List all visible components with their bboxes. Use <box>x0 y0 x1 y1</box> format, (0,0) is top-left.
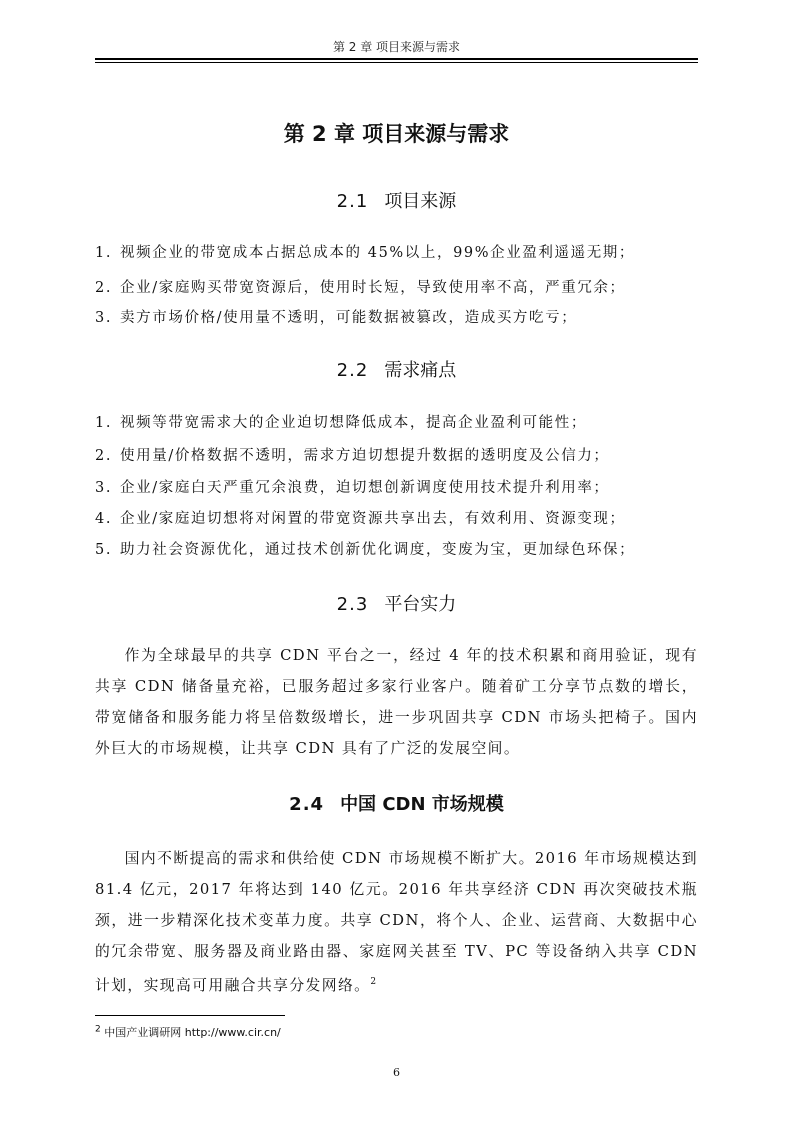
section-heading-2-1 <box>95 187 698 213</box>
footnote-rule <box>95 1015 285 1016</box>
header-rule <box>95 58 698 60</box>
list-item: 1. 视频企业的带宽成本占据总成本的 45%以上，99%企业盈利遥遥无期； <box>95 245 636 261</box>
section-title: 需求痛点 <box>384 360 457 381</box>
footnote-marker: 2 <box>95 1024 101 1035</box>
body-paragraph <box>95 640 698 764</box>
chapter-title: 第 2 章 项目来源与需求 <box>283 122 510 146</box>
page-number: 6 <box>393 1066 400 1079</box>
running-header: 第 2 章 项目来源与需求 <box>332 40 461 54</box>
list-item: 2. 企业/家庭购买带宽资源后，使用时长短，导致使用率不高，严重冗余； <box>95 280 626 296</box>
section-title: 项目来源 <box>384 191 457 212</box>
list-item: 2. 使用量/价格数据不透明，需求方迫切想提升数据的透明度及公信力； <box>95 448 610 464</box>
footnote-text: 中国产业调研网 http://www.cir.cn/ <box>104 1026 281 1039</box>
header-rule-thin <box>95 62 698 63</box>
section-heading-2-2 <box>95 356 698 382</box>
section-heading-2-3 <box>95 590 698 616</box>
body-paragraph <box>95 843 698 1001</box>
list-item: 3. 企业/家庭白天严重冗余浪费，迫切想创新调度使用技术提升利用率； <box>95 480 610 496</box>
footnote-reference[interactable]: 2 <box>370 977 378 987</box>
section-number: 2.3 <box>336 594 369 615</box>
section-title: 平台实力 <box>384 594 457 615</box>
list-item: 1. 视频等带宽需求大的企业迫切想降低成本，提高企业盈利可能性； <box>95 415 587 431</box>
section-heading-2-4 <box>95 790 698 816</box>
paragraph-text: 国内不断提高的需求和供给使 CDN 市场规模不断扩大。2016 年市场规模达到 81.4 亿元，2017 年将达到 140 亿元。2016 年共享经济 CDN 再次突破技术瓶颈，进一步精深化技术变革力度。共享 CDN，将个人、企业、运营商、大数据中心的冗余带宽、服务器及商业路由器、家庭网关甚至 TV、PC 等设备纳入共享 CDN 计划，实现高可用融合共享分发网络。$^2$ <box>95 850 698 994</box>
list-item: 3. 卖方市场价格/使用量不透明，可能数据被篡改，造成买方吃亏； <box>95 310 578 326</box>
section-title: 中国 CDN 市场规模 <box>340 794 504 815</box>
list-item: 5. 助力社会资源优化，通过技术创新优化调度，变废为宝，更加绿色环保； <box>95 542 636 558</box>
section-number: 2.4 <box>289 794 325 815</box>
section-number: 2.2 <box>336 360 369 381</box>
section-number: 2.1 <box>336 191 369 212</box>
list-item: 4. 企业/家庭迫切想将对闲置的带宽资源共享出去，有效利用、资源变现； <box>95 511 626 527</box>
paragraph-text: 作为全球最早的共享 CDN 平台之一，经过 4 年的技术积累和商用验证，现有共享 CDN 储备量充裕，已服务超过多家行业客户。随着矿工分享节点数的增长，带宽储备和服务能力将呈倍数级增长，进一步巩固共享 CDN 市场头把椅子。国内外巨大的市场规模，让共享 CDN 具有了广泛的发展空间。 <box>95 647 698 757</box>
footnote <box>95 1024 281 1040</box>
